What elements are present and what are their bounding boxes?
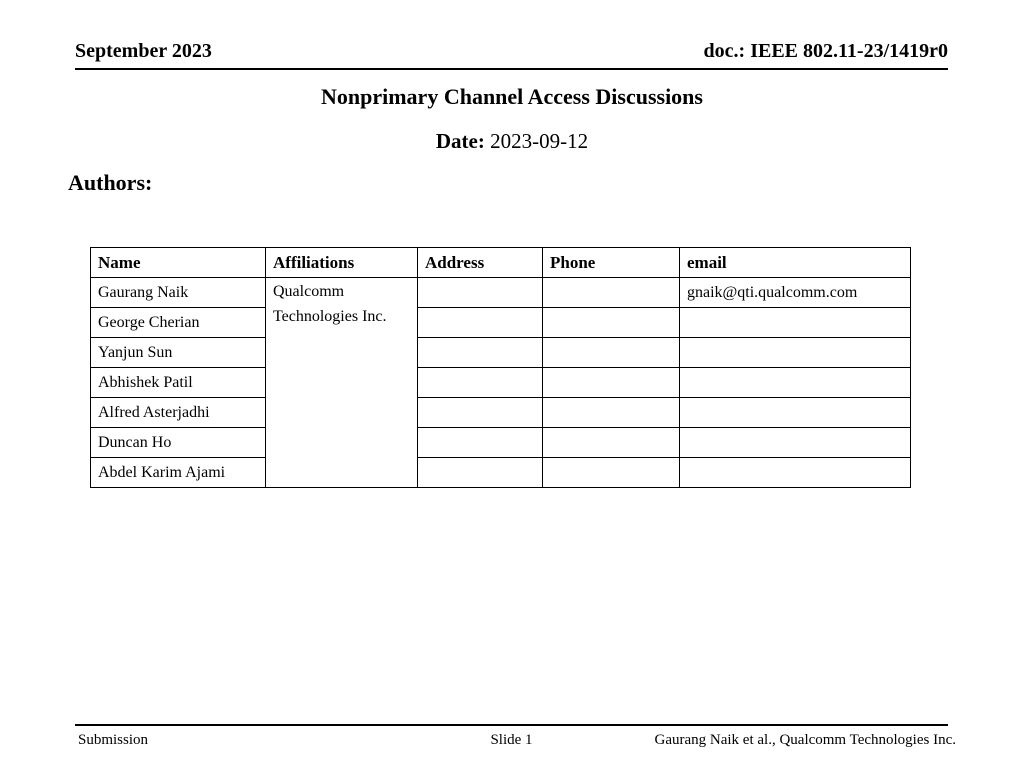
affiliation-cell: Qualcomm Technologies Inc. xyxy=(266,278,418,488)
address-cell xyxy=(418,398,543,428)
slide-footer xyxy=(75,724,956,748)
author-name-cell: Duncan Ho xyxy=(91,428,266,458)
table-row xyxy=(91,368,911,398)
email-cell: gnaik@qti.qualcomm.com xyxy=(680,278,911,308)
phone-cell xyxy=(543,458,680,488)
phone-cell xyxy=(543,338,680,368)
email-cell xyxy=(680,308,911,338)
authors-heading: Authors: xyxy=(68,170,153,195)
email-cell xyxy=(680,398,911,428)
address-cell xyxy=(418,338,543,368)
phone-cell xyxy=(543,308,680,338)
table-row xyxy=(91,278,911,308)
slide-title: Nonprimary Channel Access Discussions xyxy=(321,84,703,109)
phone-cell xyxy=(543,398,680,428)
slide-header xyxy=(75,38,948,70)
table-row xyxy=(91,308,911,338)
column-header-phone: Phone xyxy=(543,248,680,278)
author-name-cell: Abdel Karim Ajami xyxy=(91,458,266,488)
table-row xyxy=(91,458,911,488)
column-header-affiliations: Affiliations xyxy=(266,248,418,278)
column-header-name: Name xyxy=(91,248,266,278)
email-cell xyxy=(680,458,911,488)
footer-attribution: Gaurang Naik et al., Qualcomm Technologies Inc. xyxy=(654,732,956,748)
footer-submission: Submission xyxy=(78,732,149,748)
date-value: 2023-09-12 xyxy=(490,129,589,153)
header-date: September 2023 xyxy=(75,40,212,62)
address-cell xyxy=(418,428,543,458)
author-name-cell: George Cherian xyxy=(91,308,266,338)
table-row xyxy=(91,428,911,458)
date-label: Date: xyxy=(435,129,485,153)
email-cell xyxy=(680,338,911,368)
date-line xyxy=(0,129,1024,154)
author-name-cell: Yanjun Sun xyxy=(91,338,266,368)
phone-cell xyxy=(543,278,680,308)
address-cell xyxy=(418,368,543,398)
footer-slide-number: Slide 1 xyxy=(490,732,533,748)
address-cell xyxy=(418,308,543,338)
phone-cell xyxy=(543,428,680,458)
email-cell xyxy=(680,368,911,398)
column-header-address: Address xyxy=(418,248,543,278)
email-cell xyxy=(680,428,911,458)
phone-cell xyxy=(543,368,680,398)
author-name-cell: Gaurang Naik xyxy=(91,278,266,308)
author-name-cell: Alfred Asterjadhi xyxy=(91,398,266,428)
author-name-cell: Abhishek Patil xyxy=(91,368,266,398)
authors-table xyxy=(90,247,911,488)
column-header-email: email xyxy=(680,248,911,278)
table-row xyxy=(91,398,911,428)
header-doc-number: doc.: IEEE 802.11-23/1419r0 xyxy=(703,40,948,62)
address-cell xyxy=(418,458,543,488)
table-header-row xyxy=(91,248,911,278)
table-row xyxy=(91,338,911,368)
address-cell xyxy=(418,278,543,308)
